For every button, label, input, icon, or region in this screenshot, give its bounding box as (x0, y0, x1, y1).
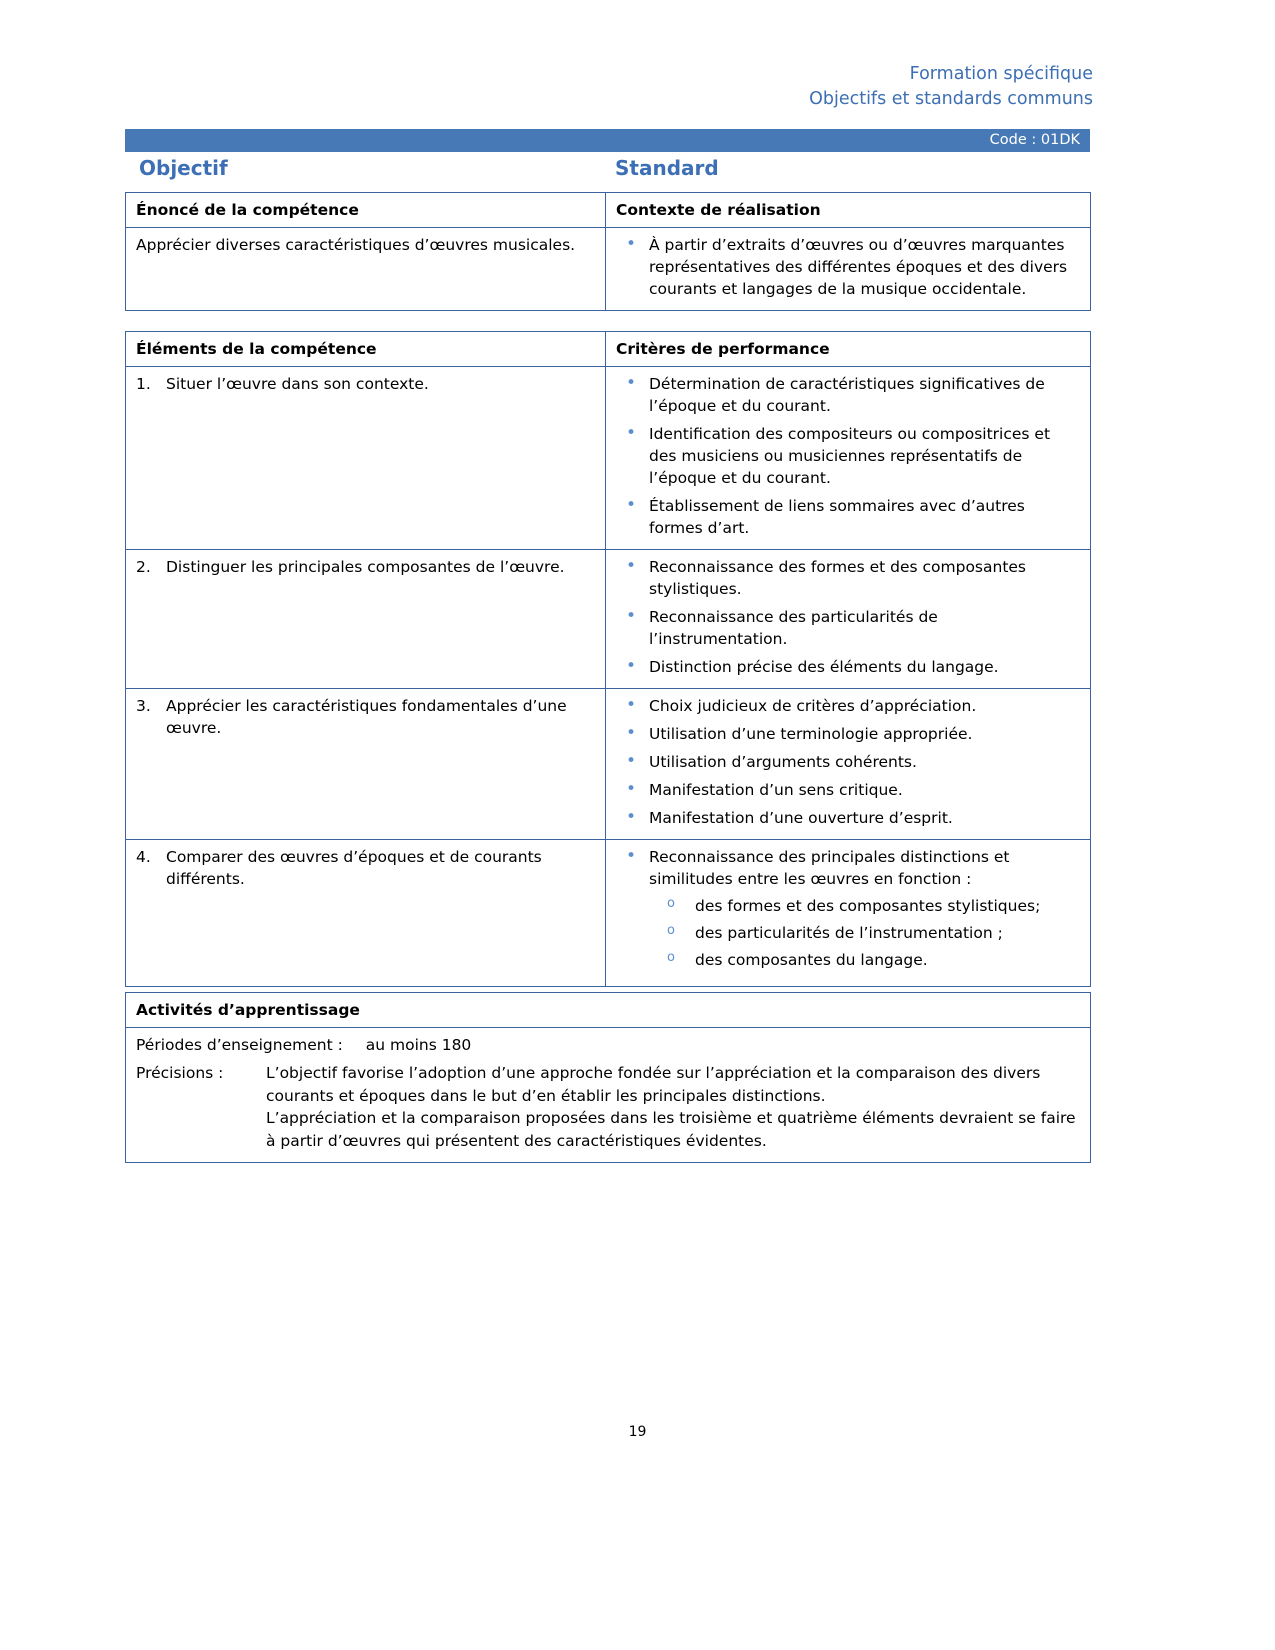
table-row (126, 840, 1091, 987)
list-item: • Identification des compositeurs ou compositrices et des musiciens ou musiciennes représentatifs de l’époque et du courant. (616, 423, 1080, 489)
list-item: • Détermination de caractéristiques significatives de l’époque et du courant. (616, 373, 1080, 417)
table-row (126, 228, 1091, 311)
header-elements-competence: Éléments de la compétence (126, 332, 606, 367)
document-header (809, 62, 1093, 113)
header-criteres-performance: Critères de performance (606, 332, 1091, 367)
precisions-paragraph: L’appréciation et la comparaison proposées dans les troisième et quatrième éléments devraient se faire à partir d’œuvres qui présentent des caractéristiques évidentes. (266, 1109, 1076, 1150)
criteres-list (616, 556, 1080, 678)
criteres-list (616, 846, 1080, 971)
table-activites-apprentissage (125, 992, 1091, 1163)
table-row (126, 993, 1091, 1028)
precisions-block (136, 1062, 1080, 1152)
cell-element-2 (126, 550, 606, 689)
list-item (616, 846, 1080, 971)
table-row (126, 367, 1091, 550)
list-item: • À partir d’extraits d’œuvres ou d’œuvres marquantes représentatives des différentes époques et des divers courants et langages de la musique occidentale. (616, 234, 1080, 300)
list-item: • Reconnaissance des formes et des composantes stylistiques. (616, 556, 1080, 600)
list-item: • Manifestation d’un sens critique. (616, 779, 1080, 801)
element-text: Comparer des œuvres d’époques et de courants différents. (166, 848, 542, 888)
header-contexte-realisation: Contexte de réalisation (606, 193, 1091, 228)
cell-criteres-1 (606, 367, 1091, 550)
element-item (136, 373, 595, 395)
page-number: 19 (628, 1424, 647, 1440)
sous-criteres-list (649, 895, 1080, 971)
element-text: Distinguer les principales composantes de l’œuvre. (166, 558, 565, 576)
header-activites-apprentissage: Activités d’apprentissage (126, 993, 1091, 1028)
cell-element-3 (126, 689, 606, 840)
list-item: • Manifestation d’une ouverture d’esprit. (616, 807, 1080, 829)
periodes-label: Périodes d’enseignement : (136, 1036, 343, 1054)
cell-activites-content (126, 1028, 1091, 1163)
element-text: Situer l’œuvre dans son contexte. (166, 375, 429, 393)
element-item (136, 846, 595, 890)
table-elements-competence (125, 331, 1091, 987)
cell-enonce-competence: Apprécier diverses caractéristiques d’œuvres musicales. (126, 228, 606, 311)
critere-text: Reconnaissance des principales distinctions et similitudes entre les œuvres en fonction : (649, 848, 1010, 888)
list-item: • Distinction précise des éléments du langage. (616, 656, 1080, 678)
header-line-2: Objectifs et standards communs (809, 89, 1093, 110)
column-title-standard: Standard (615, 156, 719, 180)
cell-criteres-4 (606, 840, 1091, 987)
element-number: 2. (136, 558, 151, 576)
list-item: • Utilisation d’arguments cohérents. (616, 751, 1080, 773)
table-row (126, 332, 1091, 367)
table-row (126, 1028, 1091, 1163)
element-number: 3. (136, 697, 151, 715)
precisions-label: Précisions : (136, 1064, 224, 1083)
element-item (136, 695, 595, 739)
code-bar: Code : 01DK (125, 129, 1090, 152)
element-number: 4. (136, 848, 151, 866)
table-row (126, 689, 1091, 840)
element-text: Apprécier les caractéristiques fondamentales d’une œuvre. (166, 697, 567, 737)
column-titles (125, 156, 1090, 188)
cell-criteres-2 (606, 550, 1091, 689)
table-competence (125, 192, 1091, 311)
header-line-1: Formation spécifique (909, 64, 1093, 84)
list-item: • Utilisation d’une terminologie appropriée. (616, 723, 1080, 745)
list-item: • Choix judicieux de critères d’appréciation. (616, 695, 1080, 717)
cell-criteres-3 (606, 689, 1091, 840)
table-row (126, 550, 1091, 689)
periodes-value: au moins 180 (365, 1036, 472, 1054)
element-number: 1. (136, 375, 151, 393)
list-item: o des composantes du langage. (649, 949, 1080, 971)
list-item: o des particularités de l’instrumentation ; (649, 922, 1080, 944)
list-item: • Reconnaissance des particularités de l’instrumentation. (616, 606, 1080, 650)
list-item: • Établissement de liens sommaires avec d’autres formes d’art. (616, 495, 1080, 539)
column-title-objectif: Objectif (139, 156, 228, 180)
cell-element-4 (126, 840, 606, 987)
list-item: o des formes et des composantes stylistiques; (649, 895, 1080, 917)
contexte-list (616, 234, 1080, 300)
cell-element-1 (126, 367, 606, 550)
table-row (126, 193, 1091, 228)
criteres-list (616, 373, 1080, 539)
precisions-paragraph: L’objectif favorise l’adoption d’une approche fondée sur l’appréciation et la comparaison des divers courants et époques dans le but d’en établir les principales distinctions. (266, 1064, 1041, 1105)
criteres-list (616, 695, 1080, 829)
header-enonce-competence: Énoncé de la compétence (126, 193, 606, 228)
element-item (136, 556, 595, 578)
cell-contexte-realisation (606, 228, 1091, 311)
periodes-enseignement (136, 1034, 1080, 1056)
